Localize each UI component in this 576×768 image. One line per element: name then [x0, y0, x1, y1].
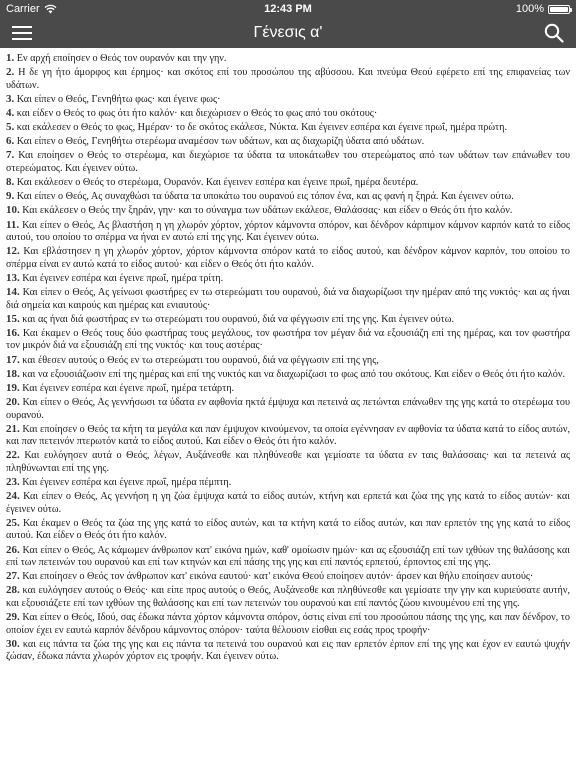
- verse-text: Και έγεινεν εσπέρα και έγεινε πρωΐ, ημέρα τρίτη.: [22, 272, 224, 284]
- verse-number: 2.: [6, 66, 15, 79]
- battery-percent: 100%: [515, 3, 544, 15]
- verse-text: Και είπεν ο Θεός, Ας βλαστήση η γη χλωρόν χόρτον, χόρτον κάμνοντα σπόρον, και δένδρον κάρπιμον κάμνον καρπόν κατά το είδος αυτού, του οποίου το σπέρμα να ήναι εν αυτώ επί της γης. Και έγεινεν ούτω.: [6, 219, 571, 244]
- verse-number: 9.: [6, 190, 15, 203]
- verse-number: 20.: [6, 395, 20, 408]
- verse-item[interactable]: [6, 204, 570, 218]
- search-button[interactable]: [542, 21, 566, 45]
- verse-number: 27.: [6, 570, 20, 583]
- verse-text: Και είπεν ο Θεός, Ας συναχθώσι τα ύδατα τα υποκάτω του ουρανού εις τόπον ένα, και ας φανή η ξηρά. Και έγεινεν ούτω.: [16, 191, 514, 203]
- verse-text: Και είπεν ο Θεός, Γενηθήτω στερέωμα αναμέσον των υδάτων, και ας διαχωρίζη ύδατα από υδάτων.: [16, 136, 425, 148]
- verse-text: Και εποίησεν ο Θεός τα κήτη τα μεγάλα και παν έμψυχον κινούμενον, τα οποία εγέννησαν εν αφθονία τα ύδατα κατά το είδος αυτών, και παν πετεινόν πτερωτόν κατά το είδος αυτού. Και είδεν ο Θεός ότι ήτο καλόν.: [6, 423, 571, 448]
- verse-text: Και είπεν ο Θεός, Ας γεννήση η γη ζώα έμψυχα κατά το είδος αυτών, κτήνη και ερπετά και ζώα της γης κατά το είδος αυτών· και έγεινεν ούτω.: [6, 491, 570, 515]
- verse-item[interactable]: [6, 107, 570, 121]
- status-time: 12:43 PM: [264, 3, 312, 15]
- menu-button[interactable]: [10, 21, 34, 45]
- verse-number: 18.: [6, 367, 20, 380]
- verse-text: και εις πάντα τα ζώα της γης και εις πάντα τα πετεινά του ουρανού και εις παν ερπετόν έρπον επί της γης και έχον εν εαυτώ ψυχήν ζώσαν, έδωκα πάντα χλωρόν χόρτον εις τροφήν. Και έγεινεν ούτω.: [6, 638, 571, 663]
- verse-number: 17.: [6, 353, 20, 366]
- verse-text: Και εποίησεν ο Θεός τον άνθρωπον κατ' εικόνα εαυτού· κατ' εικόνα Θεού εποίησεν αυτόν· άρσεν και θήλυ εποίησεν αυτούς·: [22, 571, 534, 583]
- verse-text: Και ευλόγησεν αυτά ο Θεός, λέγων, Αυξάνεσθε και πληθύνεσθε και γεμίσατε τα ύδατα εν ταις θαλάσσαις· και τα πετεινά ας πληθύνωνται επί της γης.: [6, 450, 571, 474]
- verse-number: 29.: [6, 611, 20, 624]
- verse-item[interactable]: [6, 449, 570, 475]
- verse-number: 19.: [6, 381, 20, 394]
- verse-item[interactable]: [6, 638, 570, 664]
- verse-number: 1.: [6, 52, 15, 64]
- verse-text: και ευλόγησεν αυτούς ο Θεός· και είπε προς αυτούς ο Θεός, Αυξάνεσθε και πληθύνεσθε και γεμίσατε την γην και κυριεύσατε αυτήν, και εξουσιάζετε επί των ιχθύων της θαλάσσης και επί των πετεινών του ουρανού και επί παντός ζώου κινουμένου επί της γης.: [6, 585, 570, 609]
- verse-item[interactable]: [6, 368, 570, 382]
- verse-number: 21.: [6, 422, 20, 435]
- verse-text: Και έκαμεν ο Θεός τους δύο φωστήρας τους μεγάλους, τον φωστήρα τον μέγαν διά να εξουσιάζη επί της ημέρας, και τον φωστήρα τον μικρόν διά να εξουσιάζη επί της νυκτός· και τους αστέρας·: [6, 327, 570, 352]
- verse-number: 13.: [6, 271, 20, 284]
- verse-text: και είδεν ο Θεός το φως ότι ήτο καλόν· και διεχώρισεν ο Θεός το φως από του σκότους·: [16, 107, 378, 119]
- verse-number: 10.: [6, 204, 20, 217]
- verse-number: 3.: [6, 92, 15, 105]
- verse-item[interactable]: [6, 313, 570, 327]
- verse-item[interactable]: [6, 66, 570, 92]
- verse-text: Η δε γη ήτο άμορφος και έρημος· και σκότος επί του προσώπου της αβύσσου. Και πνεύμα Θεού εφέρετο επί της επιφανείας των υδάτων.: [6, 67, 570, 91]
- verse-number: 5.: [6, 121, 15, 134]
- verse-number: 4.: [6, 106, 15, 119]
- verse-number: 22.: [6, 449, 20, 462]
- verse-text: και έθεσεν αυτούς ο Θεός εν τω στερεώματι του ουρανού, διά να φέγγωσιν επί της γης,: [22, 354, 379, 366]
- verse-item[interactable]: [6, 396, 570, 422]
- verse-item[interactable]: [6, 517, 570, 543]
- verse-text: Και εκάλεσεν ο Θεός το στερέωμα, Ουρανόν. Και έγεινεν εσπέρα και έγεινε πρωΐ, ημέρα δευτέρα.: [16, 177, 419, 189]
- chapter-text[interactable]: [0, 48, 576, 768]
- verse-text: Εν αρχή εποίησεν ο Θεός τον ουρανόν και την γην.: [16, 53, 227, 64]
- nav-bar: [0, 18, 576, 48]
- verse-item[interactable]: [6, 176, 570, 190]
- battery-icon: [548, 5, 570, 14]
- verse-text: Και είπεν ο Θεός, Ιδού, σας έδωκα πάντα χόρτον κάμνοντα σπόρον, όστις είναι επί του προσώπου πάσης της γης, και παν δένδρον, το οποίον έχει εν εαυτώ καρπόν δένδρου κάμνοντος σπόρον· ταύτα θέλουσιν είσθαι εις εσάς προς τροφήν·: [6, 612, 570, 636]
- verse-text: Και είπεν ο Θεός, Γενηθήτω φως· και έγεινε φως·: [16, 93, 221, 105]
- verse-text: Και εβλάστησεν η γη χλωρόν χόρτον, χόρτον κάμνοντα σπόρον κατά το είδος αυτού, και δένδρον κάμνον καρπόν, του οποίου το σπέρμα είναι εν αυτώ κατά το είδος αυτού· και είδεν ο Θεός ότι ήτο καλόν.: [6, 246, 570, 270]
- verse-item[interactable]: [6, 423, 570, 449]
- status-bar: [0, 0, 576, 18]
- verse-item[interactable]: [6, 476, 570, 490]
- verse-number: 23.: [6, 476, 20, 489]
- verse-item[interactable]: [6, 354, 570, 368]
- verse-number: 26.: [6, 543, 20, 556]
- wifi-icon: [44, 4, 57, 14]
- verse-number: 30.: [6, 637, 20, 650]
- verse-text: Και είπεν ο Θεός, Ας γεννήσωσι τα ύδατα εν αφθονία ηκτά έμψυχα και πετεινά ας πετώνται επάνωθεν της γης κατά το στερέωμα του ουρανού.: [6, 396, 570, 421]
- verse-item[interactable]: [6, 93, 570, 107]
- verse-item[interactable]: [6, 327, 570, 353]
- verse-text: Και έκαμεν ο Θεός τα ζώα της γης κατά το είδος αυτών, και τα κτήνη κατά το είδος αυτών, και παν ερπετόν της γης κατά το είδος αυτού. Και είδεν ο Θεός ότι ήτο καλόν.: [6, 517, 570, 542]
- verse-text: Και έγεινεν εσπέρα και έγεινε πρωΐ, ημέρα πέμπτη.: [22, 477, 232, 489]
- verse-text: Και είπεν ο Θεός, Ας κάμωμεν άνθρωπον κατ' εικόνα ημών, καθ' ομοίωσιν ημών· και ας εξουσιάζη επί των ιχθύων της θαλάσσης και επί των πετεινών του ουρανού και επί των κτηνών και επί πάσης της γης και επί παντός ερπετού, έρποντος επί της γης.: [6, 544, 570, 569]
- verse-text: Και είπεν ο Θεός, Ας γείνωσι φωστήρες εν τω στερεώματι του ουρανού, διά να διαχωρίζωσι την ημέραν από της νυκτός· και ας ήναι διά σημεία και καιρούς και ημέρας και ενιαυτούς·: [6, 287, 571, 311]
- verse-item[interactable]: [6, 544, 570, 570]
- verse-number: 7.: [6, 149, 15, 162]
- verse-item[interactable]: [6, 490, 570, 516]
- verse-number: 24.: [6, 490, 20, 503]
- verse-item[interactable]: [6, 135, 570, 149]
- verse-item[interactable]: [6, 52, 570, 66]
- verse-number: 8.: [6, 176, 15, 189]
- verse-number: 6.: [6, 135, 15, 148]
- status-right: [516, 3, 570, 15]
- verse-number: 25.: [6, 516, 20, 529]
- verse-number: 15.: [6, 312, 20, 325]
- verse-text: Και έγεινεν εσπέρα και έγεινε πρωΐ, ημέρα τετάρτη.: [22, 382, 235, 394]
- verse-item[interactable]: [6, 219, 570, 245]
- verse-item[interactable]: [6, 611, 570, 637]
- verse-text: Και εκάλεσεν ο Θεός την ξηράν, γην· και το σύναγμα των υδάτων εκάλεσε, Θαλάσσας· και είδεν ο Θεός ότι ήτο καλόν.: [22, 205, 513, 217]
- verse-text: Και εποίησεν ο Θεός το στερέωμα, και διεχώρισε τα ύδατα τα υποκάτωθεν του στερεώματος από των υδάτων των επάνωθεν του στερεώματος. Και έγεινεν ούτω.: [6, 150, 570, 174]
- verse-number: 11.: [6, 218, 20, 231]
- verse-number: 16.: [6, 326, 20, 339]
- verse-text: και να εξουσιάζωσιν επί της ημέρας και επί της νυκτός και να διαχωρίζωσι το φως από του σκότους. Και είδεν ο Θεός ότι ήτο καλόν.: [22, 368, 566, 380]
- status-left: [6, 3, 57, 15]
- verse-item[interactable]: [6, 286, 570, 312]
- page-title: Γένεσις α': [253, 24, 323, 41]
- verse-item[interactable]: [6, 570, 570, 584]
- verse-number: 12.: [6, 245, 20, 258]
- verse-item[interactable]: [6, 245, 570, 271]
- verse-number: 28.: [6, 584, 20, 597]
- verse-item[interactable]: [6, 121, 570, 135]
- verse-item[interactable]: [6, 149, 570, 175]
- search-icon: [544, 23, 564, 43]
- verse-number: 14.: [6, 286, 20, 299]
- verse-item[interactable]: [6, 190, 570, 204]
- verse-item[interactable]: [6, 382, 570, 396]
- verse-text: και ας ήναι διά φωστήρας εν τω στερεώματι του ουρανού, διά να φέγγωσιν επί της γης. Και έγεινεν ούτω.: [22, 313, 455, 325]
- hamburger-menu-icon: [12, 25, 32, 41]
- verse-text: και εκάλεσεν ο Θεός το φως, Ημέραν· το δε σκότος εκάλεσε, Νύκτα. Και έγεινεν εσπέρα και έγεινε πρωΐ, ημέρα πρώτη.: [16, 122, 508, 134]
- battery-level-fill: [550, 7, 568, 12]
- verse-item[interactable]: [6, 584, 570, 610]
- verse-item[interactable]: [6, 272, 570, 286]
- carrier-label: Carrier: [6, 3, 40, 15]
